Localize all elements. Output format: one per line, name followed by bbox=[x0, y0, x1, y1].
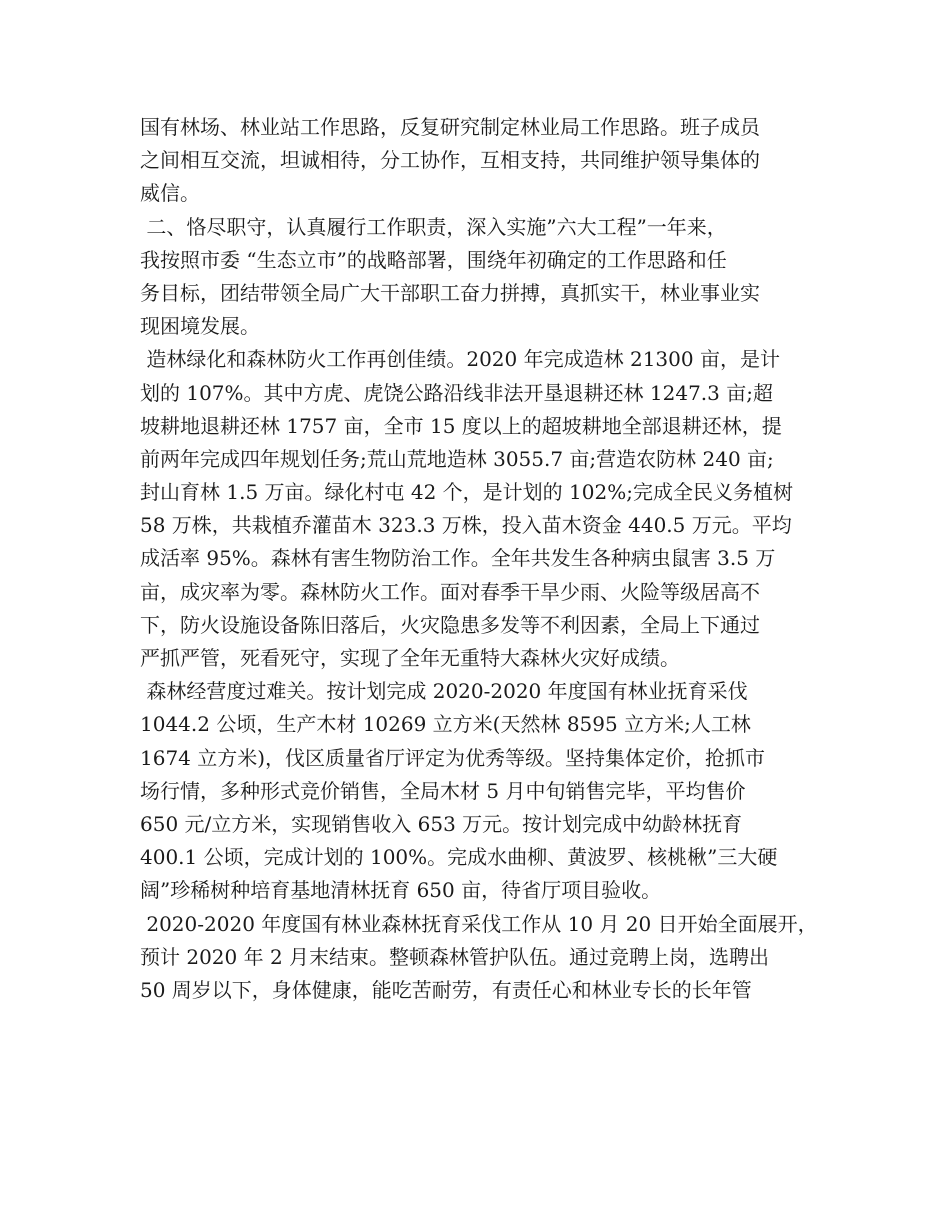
text-line: 成活率 95%。森林有害生物防治工作。全年共发生各种病虫鼠害 3.5 万 bbox=[140, 546, 776, 571]
text-line: 1674 立方米)，伐区质量省厅评定为优秀等级。坚持集体定价，抢抓市 bbox=[140, 745, 766, 770]
text-line: 森林经营度过难关。按计划完成 2020-2020 年度国有林业抚育采伐 bbox=[140, 679, 748, 704]
text-line: 场行情，多种形式竞价销售，全局木材 5 月中旬销售完毕，平均售价 bbox=[140, 778, 746, 803]
text-line: 650 元/立方米，实现销售收入 653 万元。按计划完成中幼龄林抚育 bbox=[140, 811, 743, 836]
text-line: 严抓严管，死看死守，实现了全年无重特大森林火灾好成绩。 bbox=[140, 646, 680, 670]
text-line: 二、恪尽职守，认真履行工作职责，深入实施”六大工程”一年来， bbox=[140, 214, 727, 239]
text-line: 50 周岁以下，身体健康，能吃苦耐劳，有责任心和林业专长的长年管 bbox=[140, 977, 752, 1002]
text-line: 1044.2 公顷，生产木材 10269 立方米(天然林 8595 立方米;人工林 bbox=[140, 712, 751, 737]
text-line: 划的 107%。其中方虎、虎饶公路沿线非法开垦退耕还林 1247.3 亩;超 bbox=[140, 380, 773, 405]
text-line: 之间相互交流，坦诚相待，分工协作，互相支持，共同维护领导集体的 bbox=[140, 148, 760, 173]
text-line: 造林绿化和森林防火工作再创佳绩。2020 年完成造林 21300 亩，是计 bbox=[140, 347, 780, 372]
text-line: 下，防火设施设备陈旧落后，火灾隐患多发等不利因素，全局上下通过 bbox=[140, 612, 760, 637]
text-line: 国有林场、林业站工作思路，反复研究制定林业局工作思路。班子成员 bbox=[140, 115, 760, 139]
text-line: 2020-2020 年度国有林业森林抚育采伐工作从 10 月 20 日开始全面展开， bbox=[140, 911, 818, 936]
text-line: 阔”珍稀树种培育基地清林抚育 650 亩，待省厅项目验收。 bbox=[140, 878, 662, 903]
text-line: 坡耕地退耕还林 1757 亩，全市 15 度以上的超坡耕地全部退耕还林，提 bbox=[140, 413, 782, 438]
text-line: 威信。 bbox=[140, 181, 200, 206]
text-line: 400.1 公顷，完成计划的 100%。完成水曲柳、黄波罗、核桃楸”三大硬 bbox=[140, 845, 778, 870]
document-body bbox=[140, 111, 830, 1007]
text-line: 现困境发展。 bbox=[140, 314, 260, 339]
text-line: 前两年完成四年规划任务;荒山荒地造林 3055.7 亩;营造农防林 240 亩; bbox=[140, 446, 774, 471]
text-line: 务目标，团结带领全局广大干部职工奋力拼搏，真抓实干，林业事业实 bbox=[140, 280, 760, 305]
text-line: 封山育林 1.5 万亩。绿化村屯 42 个，是计划的 102%;完成全民义务植树 bbox=[140, 480, 793, 505]
text-line: 预计 2020 年 2 月末结束。整顿森林管护队伍。通过竞聘上岗，选聘出 bbox=[140, 944, 770, 969]
text-line: 58 万株，共栽植乔灌苗木 323.3 万株，投入苗木资金 440.5 万元。平均 bbox=[140, 513, 792, 538]
text-line: 亩，成灾率为零。森林防火工作。面对春季干旱少雨、火险等级居高不 bbox=[140, 579, 760, 604]
text-line: 我按照市委 “生态立市”的战略部署，围绕年初确定的工作思路和任 bbox=[140, 247, 727, 272]
